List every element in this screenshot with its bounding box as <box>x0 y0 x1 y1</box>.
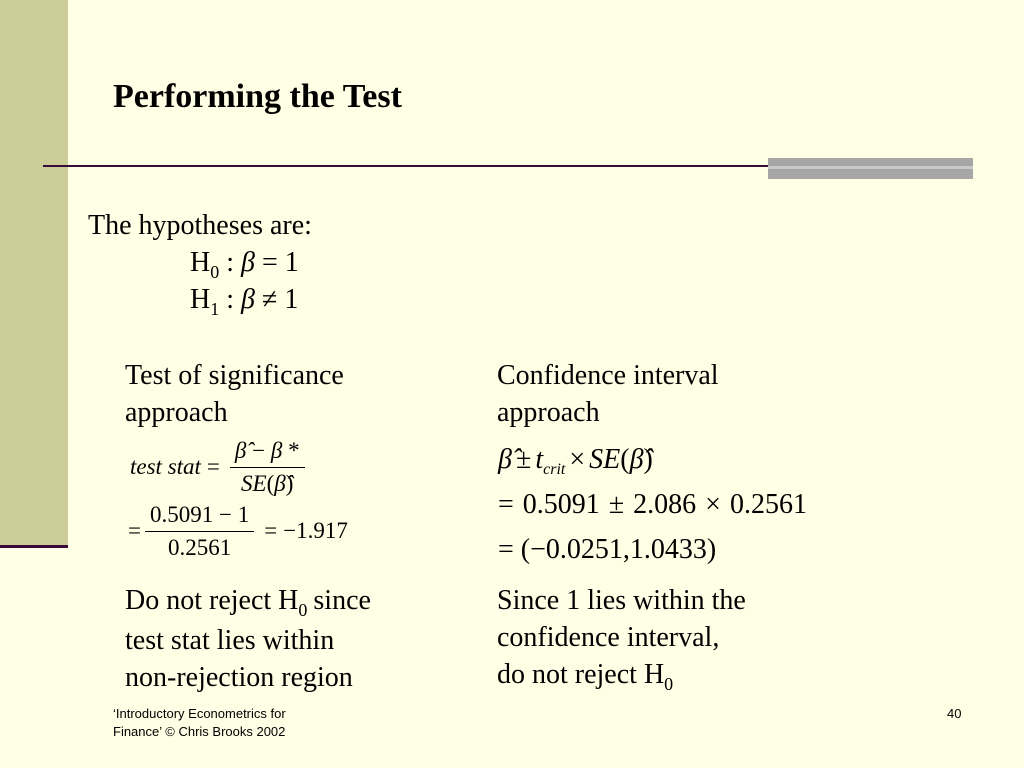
hypothesis-value: 1 <box>284 247 299 278</box>
alternative-hypothesis <box>190 281 298 321</box>
hypothesis-value: 1 <box>284 284 299 315</box>
plus-minus-sign: ± <box>515 444 532 475</box>
hypothesis-relation: = <box>261 247 278 278</box>
open-paren: ( <box>266 470 275 496</box>
hypothesis-subscript: 1 <box>210 299 220 319</box>
footer-citation <box>113 705 286 741</box>
se-function: SE <box>241 470 267 496</box>
title-underline <box>43 165 768 167</box>
hypothesis-colon: : <box>226 247 235 278</box>
test-stat-label: test stat <box>130 454 201 479</box>
conclusion-line: test stat lies within <box>125 625 335 656</box>
heading-line: approach <box>497 397 600 428</box>
conclusion-line <box>497 656 746 696</box>
slide-title: Performing the Test <box>113 78 402 115</box>
computation-fraction <box>145 502 254 561</box>
t-symbol: t <box>535 444 544 475</box>
hypothesis-param: β <box>241 247 255 278</box>
hypothesis-subscript: 0 <box>664 674 674 694</box>
beta-hat: β̂ <box>234 437 247 463</box>
fraction-numerator <box>230 438 305 467</box>
conclusion-line: confidence interval, <box>497 622 720 653</box>
fraction-numerator: 0.5091 − 1 <box>149 501 250 527</box>
open-paren: ( <box>620 444 630 475</box>
equals-sign: = <box>128 518 141 543</box>
left-sidebar-band <box>0 0 68 545</box>
test-stat-computation <box>128 501 348 561</box>
times-sign: × <box>569 444 586 475</box>
hypothesis-param: β <box>241 284 255 315</box>
null-hypothesis <box>190 244 299 284</box>
interval-formula <box>498 441 653 482</box>
conclusion-line: non-rejection region <box>125 662 353 693</box>
significance-approach-heading <box>125 357 344 431</box>
equals-sign: = <box>264 518 278 543</box>
citation-line: Finance’ © Chris Brooks 2002 <box>113 724 286 739</box>
conclusion-text: do not reject H <box>497 659 665 690</box>
conclusion-line <box>125 582 371 622</box>
significance-conclusion <box>125 582 371 696</box>
equals-sign: = <box>206 454 220 479</box>
heading-line: Confidence interval <box>497 360 719 391</box>
conclusion-line: Since 1 lies within the <box>497 585 746 616</box>
hypotheses-intro: The hypotheses are: <box>88 210 312 241</box>
hypothesis-relation: ≠ <box>261 284 278 315</box>
citation-line: ‘Introductory Econometrics for <box>113 706 286 721</box>
hypothesis-symbol: H <box>190 247 211 278</box>
conclusion-text: Do not reject H <box>125 585 299 616</box>
test-stat-result: −1.917 <box>283 518 348 543</box>
test-stat-formula <box>130 437 309 497</box>
hypothesis-subscript: 0 <box>298 600 308 620</box>
interval-result: = (−0.0251,1.0433) <box>498 534 717 565</box>
hypothesis-subscript: 0 <box>210 262 220 282</box>
minus-sign: − <box>252 437 266 463</box>
heading-line: Test of significance <box>125 360 344 391</box>
beta: β <box>270 437 283 463</box>
heading-line: approach <box>125 397 228 428</box>
hypothesis-colon: : <box>226 284 235 315</box>
beta-hat: β̂ <box>274 470 286 496</box>
page-number: 40 <box>947 706 962 721</box>
title-accent-block <box>768 158 973 179</box>
beta-hat: β̂ <box>629 444 644 475</box>
interval-computation: = 0.5091 ± 2.086 × 0.2561 <box>498 489 807 520</box>
conclusion-text: since <box>313 585 371 616</box>
sidebar-divider <box>0 545 68 548</box>
hypothesis-symbol: H <box>190 284 211 315</box>
confidence-approach-heading <box>497 357 719 431</box>
fraction-denominator: 0.2561 <box>167 534 232 560</box>
t-subscript: crit <box>543 461 566 478</box>
test-stat-fraction <box>230 438 305 497</box>
star: * <box>288 437 300 463</box>
fraction-denominator <box>236 468 298 497</box>
beta-hat: β̂ <box>498 444 512 475</box>
close-paren: ) <box>643 444 653 475</box>
se-function: SE <box>589 444 621 475</box>
confidence-conclusion <box>497 582 746 696</box>
close-paren: ) <box>285 470 294 496</box>
